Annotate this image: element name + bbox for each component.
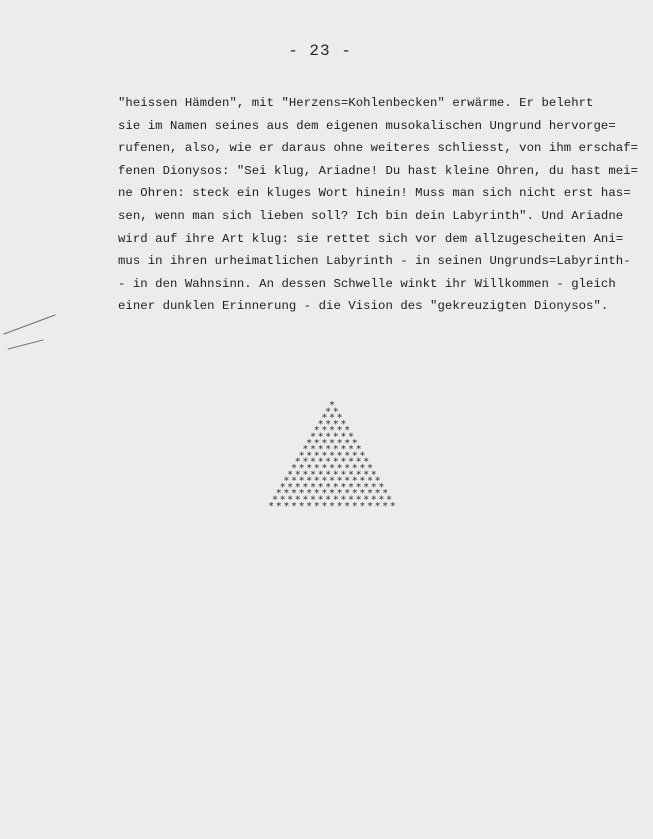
ornament-asterisk: *	[363, 469, 370, 481]
ornament-asterisk: *	[355, 444, 362, 456]
ornament-asterisk: *	[374, 475, 381, 487]
ornament-asterisk: *	[321, 425, 328, 437]
ornament-asterisk: *	[325, 406, 332, 418]
ornament-asterisk: *	[359, 463, 366, 474]
ornament-asterisk: *	[325, 431, 332, 443]
ornament-asterisk: *	[332, 444, 339, 456]
ornament-asterisk: *	[344, 437, 351, 449]
ornament-asterisk: *	[294, 494, 301, 506]
ornament-asterisk: *	[321, 450, 328, 462]
ornament-asterisk: *	[306, 463, 313, 474]
ornament-asterisk: *	[306, 488, 313, 500]
ornament-asterisk: *	[317, 456, 324, 468]
ornament-asterisk: *	[340, 481, 347, 493]
ornament-asterisk: *	[317, 469, 324, 481]
ornament-asterisk: *	[336, 475, 343, 487]
ornament-asterisk: *	[332, 418, 339, 430]
ornament-asterisk: *	[321, 412, 328, 424]
ornament-asterisk: *	[321, 475, 328, 487]
ornament-asterisk: *	[298, 463, 305, 474]
ornament-asterisk: *	[325, 456, 332, 468]
ornament-asterisk: *	[302, 469, 309, 481]
page-number: - 23 -	[288, 42, 352, 60]
text-line-10: einer dunklen Erinnerung - die Vision des "gekreuzigten Dionysos".	[118, 299, 609, 314]
ornament-asterisk: *	[309, 494, 317, 506]
ornament-asterisk: *	[359, 450, 366, 462]
ornament-asterisk: *	[325, 469, 332, 481]
ornament-asterisk: *	[328, 450, 336, 462]
ornament-asterisk: *	[344, 450, 351, 462]
ornament-asterisk: *	[344, 500, 351, 510]
ornament-asterisk: *	[344, 475, 351, 487]
ornament-asterisk: *	[328, 500, 336, 510]
ornament-asterisk: *	[336, 425, 343, 437]
ornament-asterisk: *	[351, 450, 358, 462]
ornament-asterisk: *	[347, 469, 355, 481]
ornament-asterisk: *	[328, 412, 336, 424]
ornament-asterisk: *	[347, 481, 355, 493]
ornament-asterisk: *	[290, 500, 298, 510]
ornament-asterisk: *	[309, 481, 317, 493]
ornament-asterisk: *	[344, 463, 351, 474]
ornament-asterisk: *	[382, 500, 389, 510]
ornament-asterisk: *	[347, 431, 355, 443]
ornament-asterisk: *	[363, 456, 370, 468]
ornament-asterisk: *	[366, 463, 374, 474]
ornament-asterisk: *	[275, 488, 282, 500]
ornament-asterisk: *	[317, 444, 324, 456]
ornament-asterisk: *	[336, 488, 343, 500]
ornament-asterisk: *	[355, 469, 362, 481]
ornament-asterisk: *	[313, 500, 320, 510]
ornament-asterisk: *	[302, 444, 309, 456]
ornament-asterisk: *	[336, 450, 343, 462]
ornament-asterisk: *	[359, 500, 366, 510]
ornament-asterisk: *	[321, 500, 328, 510]
ornament-asterisk: *	[332, 431, 339, 443]
ornament-asterisk: *	[340, 494, 347, 506]
ornament-asterisk: *	[279, 494, 286, 506]
ornament-asterisk: *	[309, 469, 317, 481]
ornament-asterisk: *	[347, 456, 355, 468]
ornament-asterisk: *	[355, 456, 362, 468]
ornament-asterisk: *	[347, 494, 355, 506]
ornament-asterisk: *	[313, 450, 320, 462]
ornament-asterisk: *	[351, 463, 358, 474]
ornament-asterisk: *	[389, 500, 396, 510]
ornament-asterisk: *	[355, 481, 362, 493]
ornament-asterisk: *	[290, 475, 298, 487]
ornament-asterisk: *	[336, 463, 343, 474]
ornament-asterisk: *	[313, 437, 320, 449]
ornament-asterisk: *	[370, 481, 377, 493]
ornament-asterisk: *	[275, 500, 282, 510]
ornament-asterisk: *	[370, 494, 377, 506]
ornament-asterisk: *	[340, 469, 347, 481]
ornament-asterisk: *	[366, 475, 374, 487]
ornament-asterisk: *	[317, 494, 324, 506]
ornament-asterisk: *	[294, 481, 301, 493]
ornament-asterisk: *	[366, 488, 374, 500]
ornament-asterisk: *	[359, 475, 366, 487]
ornament-asterisk: *	[306, 437, 313, 449]
ornament-asterisk: *	[294, 469, 301, 481]
ornament-asterisk: *	[279, 481, 286, 493]
ornament-asterisk: *	[287, 469, 294, 481]
ornament-asterisk: *	[268, 500, 275, 510]
text-line-3: rufenen, also, wie er daraus ohne weiteres schliesst, von ihm erschaf=	[118, 141, 639, 156]
ornament-asterisk: *	[340, 456, 347, 468]
ornament-asterisk: *	[309, 444, 317, 456]
text-line-9: - in den Wahnsinn. An dessen Schwelle winkt ihr Willkommen - gleich	[118, 276, 616, 291]
ornament-asterisk: *	[317, 431, 324, 443]
ornament-asterisk: *	[363, 481, 370, 493]
ornament-asterisk: *	[363, 494, 370, 506]
ornament-asterisk: *	[313, 463, 320, 474]
ornament-asterisk: *	[344, 425, 351, 437]
ornament-asterisk: *	[385, 494, 393, 506]
ornament-asterisk: *	[271, 494, 279, 506]
ornament-asterisk: *	[328, 463, 336, 474]
ornament-asterisk: *	[332, 456, 339, 468]
ornament-asterisk: *	[374, 500, 381, 510]
ornament-asterisk: *	[321, 488, 328, 500]
text-line-1: "heissen Hämden", mit "Herzens=Kohlenbecken" erwärme. Er belehrt	[118, 96, 594, 110]
ornament-asterisk: *	[290, 488, 298, 500]
ornament-asterisk: *	[351, 488, 358, 500]
ornament-asterisk: *	[382, 488, 389, 500]
ornament-asterisk: *	[294, 456, 301, 468]
ornament-asterisk: *	[351, 437, 358, 449]
ornament-asterisk: *	[347, 444, 355, 456]
ornament-asterisk: *	[302, 481, 309, 493]
ornament-asterisk: *	[328, 437, 336, 449]
ornament-asterisk: *	[313, 425, 320, 437]
ornament-asterisk: *	[332, 406, 339, 418]
text-line-5: ne Ohren: steck ein kluges Wort hinein! Muss man sich nicht erst has=	[118, 186, 631, 201]
ornament-asterisk: *	[355, 494, 362, 506]
ornament-asterisk: *	[378, 481, 385, 493]
ornament-asterisk: *	[325, 418, 332, 430]
ornament-asterisk: *	[302, 494, 309, 506]
ornament-asterisk: *	[328, 475, 336, 487]
ornament-asterisk: *	[283, 500, 290, 510]
ornament-asterisk: *	[359, 488, 366, 500]
ornament-asterisk: *	[340, 431, 347, 443]
ornament-asterisk: *	[306, 500, 313, 510]
ornament-asterisk: *	[298, 475, 305, 487]
ornament-asterisk: *	[336, 500, 343, 510]
ornament-asterisk: *	[344, 488, 351, 500]
text-line-4: fenen Dionysos: "Sei klug, Ariadne! Du hast kleine Ohren, du hast mei=	[118, 163, 639, 178]
text-line-7: wird auf ihre Art klug: sie rettet sich vor dem allzugescheiten Ani=	[118, 231, 624, 246]
ornament-asterisk: *	[317, 418, 324, 430]
ornament-asterisk: *	[325, 494, 332, 506]
ornament-asterisk: *	[298, 500, 305, 510]
asterisk-triangle-ornament	[205, 398, 465, 510]
ornament-asterisk: *	[370, 469, 377, 481]
ornament-asterisk: *	[374, 488, 381, 500]
ornament-asterisk: *	[325, 444, 332, 456]
ornament-asterisk: *	[321, 463, 328, 474]
ornament-asterisk: *	[328, 400, 336, 411]
ornament-asterisk: *	[309, 431, 317, 443]
ornament-asterisk: *	[351, 475, 358, 487]
text-line-6: sen, wenn man sich lieben soll? Ich bin dein Labyrinth". Und Ariadne	[118, 208, 624, 223]
ornament-asterisk: *	[283, 488, 290, 500]
ornament-asterisk: *	[283, 475, 290, 487]
ornament-asterisk: *	[340, 444, 347, 456]
ornament-asterisk: *	[313, 475, 320, 487]
ornament-asterisk: *	[328, 425, 336, 437]
body-text	[118, 92, 648, 318]
ornament-asterisk: *	[340, 418, 347, 430]
ornament-asterisk: *	[287, 494, 294, 506]
ornament-asterisk: *	[298, 488, 305, 500]
ornament-asterisk: *	[332, 494, 339, 506]
margin-pencil-marks	[0, 300, 60, 360]
ornament-asterisk: *	[325, 481, 332, 493]
ornament-asterisk: *	[298, 450, 305, 462]
ornament-asterisk: *	[332, 481, 339, 493]
ornament-asterisk: *	[309, 456, 317, 468]
text-line-8: mus in ihren urheimatlichen Labyrinth - in seinen Ungrunds=Labyrinth-	[118, 254, 631, 269]
ornament-asterisk: *	[306, 475, 313, 487]
ornament-asterisk: *	[336, 437, 343, 449]
ornament-asterisk: *	[328, 488, 336, 500]
ornament-asterisk: *	[317, 481, 324, 493]
ornament-asterisk: *	[290, 463, 298, 474]
ornament-asterisk: *	[351, 500, 358, 510]
ornament-asterisk: *	[306, 450, 313, 462]
ornament-asterisk: *	[366, 500, 374, 510]
ornament-asterisk: *	[332, 469, 339, 481]
ornament-asterisk: *	[378, 494, 385, 506]
ornament-asterisk: *	[336, 412, 343, 424]
text-line-2: sie im Namen seines aus dem eigenen musokalischen Ungrund hervorge=	[118, 118, 616, 133]
ornament-asterisk: *	[313, 488, 320, 500]
ornament-asterisk: *	[302, 456, 309, 468]
ornament-asterisk: *	[321, 437, 328, 449]
ornament-asterisk: *	[287, 481, 294, 493]
